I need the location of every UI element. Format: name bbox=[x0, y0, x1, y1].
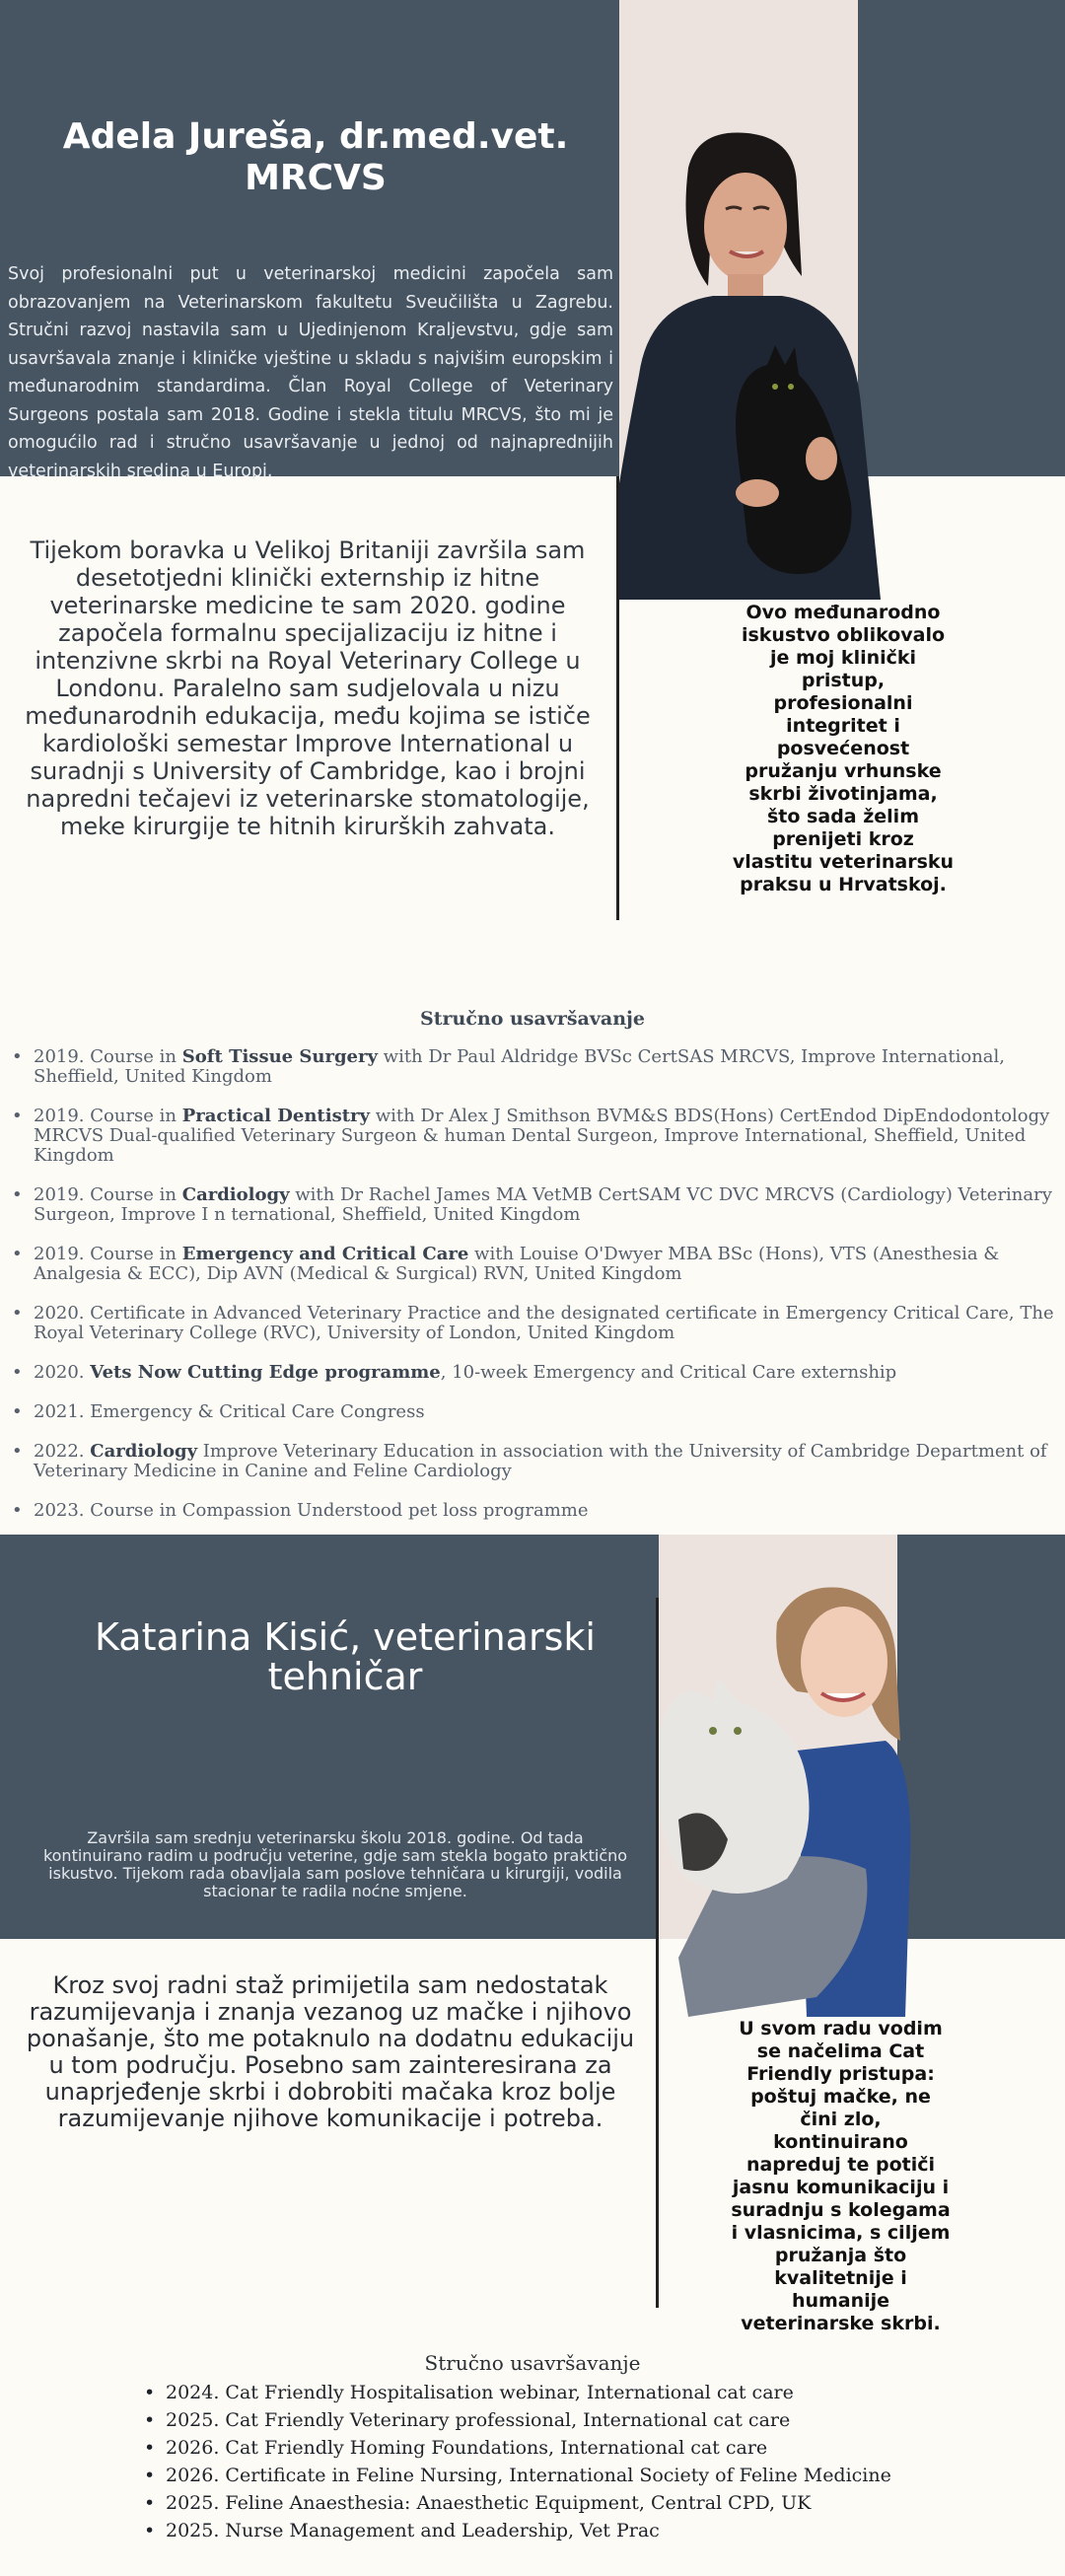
list-item: • 2022. Cardiology Improve Veterinary Education in association with the University of Cambridge Department of Veterinary Medicine in Canine and Feline Cardiology bbox=[34, 1442, 1065, 1481]
list-item: • 2021. Emergency & Critical Care Congress bbox=[34, 1402, 1065, 1422]
education-heading: Stručno usavršavanje bbox=[420, 1008, 645, 1030]
education-heading-2: Stručno usavršavanje bbox=[424, 2351, 641, 2375]
list-item: • 2023. Course in Compassion Understood pet loss programme bbox=[34, 1501, 1065, 1521]
list-item: • 2020. Certificate in Advanced Veterinary Practice and the designated certificate in Emergency Critical Care, The Royal Veterinary College (RVC), University of London, United Kingdom bbox=[34, 1304, 1065, 1343]
page-title: Adela Jureša, dr.med.vet. MRCVS bbox=[62, 116, 569, 198]
list-item: • 2019. Course in Practical Dentistry with Dr Alex J Smithson BVM&S BDS(Hons) CertEndod DipEndodontology MRCVS Dual-qualified Veterinary Surgeon & human Dental Surgeon, Improve International, Sheffield, United Kingdom bbox=[34, 1107, 1065, 1166]
list-item: • 2026. Certificate in Feline Nursing, International Society of Feline Medicine bbox=[166, 2462, 1053, 2489]
list-item: • 2019. Course in Emergency and Critical Care with Louise O'Dwyer MBA BSc (Hons), VTS (Anesthesia & Analgesia & ECC), Dip AVN (Medical & Surgical) RVN, United Kingdom bbox=[34, 1245, 1065, 1284]
list-item: • 2026. Cat Friendly Homing Foundations, International cat care bbox=[166, 2434, 1053, 2462]
list-item: • 2019. Course in Soft Tissue Surgery with Dr Paul Aldridge BVSc CertSAS MRCVS, Improve International, Sheffield, United Kingdom bbox=[34, 1047, 1065, 1087]
intro-paragraph: Svoj profesionalni put u veterinarskoj medicini započela sam obrazovanjem na Veterinarskom fakultetu Sveučilišta u Zagrebu. Stručni razvoj nastavila sam u Ujedinjenom Kraljevstvu, gdje sam usavršavala znanje i kliničke vještine u skladu s najvišim europskim i međunarodnim standardima. Član Royal College of Veterinary Surgeons postala sam 2018. Godine i stekla titulu MRCVS, što mi je omogućilo rad i stručno usavršavanje u jednoj od najnaprednijih veterinarskih sredina u Europi. bbox=[8, 264, 613, 481]
pull-quote-2: U svom radu vodim se načelima Cat Friendly pristupa: poštuj mačke, ne čini zlo, kontinuirano napreduj te potiči jasnu komunikaciju i suradnju s kolegama i vlasnicima, s ciljem pružanja što kvalitetnije i humanije veterinarske skrbi. bbox=[731, 2018, 951, 2334]
portrait-photo-adela bbox=[619, 128, 888, 600]
list-item: • 2025. Cat Friendly Veterinary professional, International cat care bbox=[166, 2406, 1053, 2434]
pull-quote: Ovo međunarodno iskustvo oblikovalo je moj klinički pristup, profesionalni integritet i posvećenost pružanju vrhunske skrbi životinjama, što sada želim prenijeti kroz vlastitu veterinarsku praksu u Hrvatskoj. bbox=[732, 602, 955, 895]
experience-paragraph: Tijekom boravka u Velikoj Britaniji završila sam desetotjedni klinički externship iz hitne veterinarske medicine te sam 2020. godine započela formalnu specijalizaciju iz hitne i intenzivne skrbi na Royal Veterinary College u Londonu. Paralelno sam sudjelovala u nizu međunarodnih edukacija, među kojima se ističe kardiološki semestar Improve International u suradnji s University of Cambridge, kao i brojni napredni tečajevi iz veterinarske stomatologije, meke kirurgije te hitnih kirurških zahvata. bbox=[25, 537, 591, 840]
experience-paragraph-2: Kroz svoj radni staž primijetila sam nedostatak razumijevanja i znanja vezanog uz mačke i njihovo ponašanje, što me potaknulo na dodatnu edukaciju u tom području. Posebno sam zainteresirana za unaprjeđenje skrbi i dobrobiti mačaka kroz bolje razumijevanje njihove komunikacije i potreba. bbox=[26, 1971, 635, 2132]
intro-paragraph-2: Završila sam srednju veterinarsku školu 2018. godine. Od tada kontinuirano radim u području veterine, gdje sam stekla bogato praktično iskustvo. Tijekom rada obavljala sam poslove tehničara u kirurgiji, vodila stacionar te radila noćne smjene. bbox=[42, 1828, 628, 1900]
portrait-photo-katarina bbox=[659, 1583, 917, 2017]
divider-line bbox=[616, 476, 619, 920]
list-item: • 2019. Course in Cardiology with Dr Rachel James MA VetMB CertSAM VC DVC MRCVS (Cardiology) Veterinary Surgeon, Improve I n ternational, Sheffield, United Kingdom bbox=[34, 1185, 1065, 1225]
list-item: • 2025. Feline Anaesthesia: Anaesthetic Equipment, Central CPD, UK bbox=[166, 2489, 1053, 2517]
education-list bbox=[34, 1047, 1065, 1540]
list-item: • 2024. Cat Friendly Hospitalisation webinar, International cat care bbox=[166, 2379, 1053, 2406]
divider-line-2 bbox=[656, 1598, 659, 2308]
education-list-2 bbox=[166, 2379, 1053, 2544]
list-item: • 2020. Vets Now Cutting Edge programme, 10-week Emergency and Critical Care externship bbox=[34, 1363, 1065, 1383]
section-title-2: Katarina Kisić, veterinarski tehničar bbox=[95, 1615, 596, 1698]
list-item: • 2025. Nurse Management and Leadership, Vet Prac bbox=[166, 2517, 1053, 2544]
